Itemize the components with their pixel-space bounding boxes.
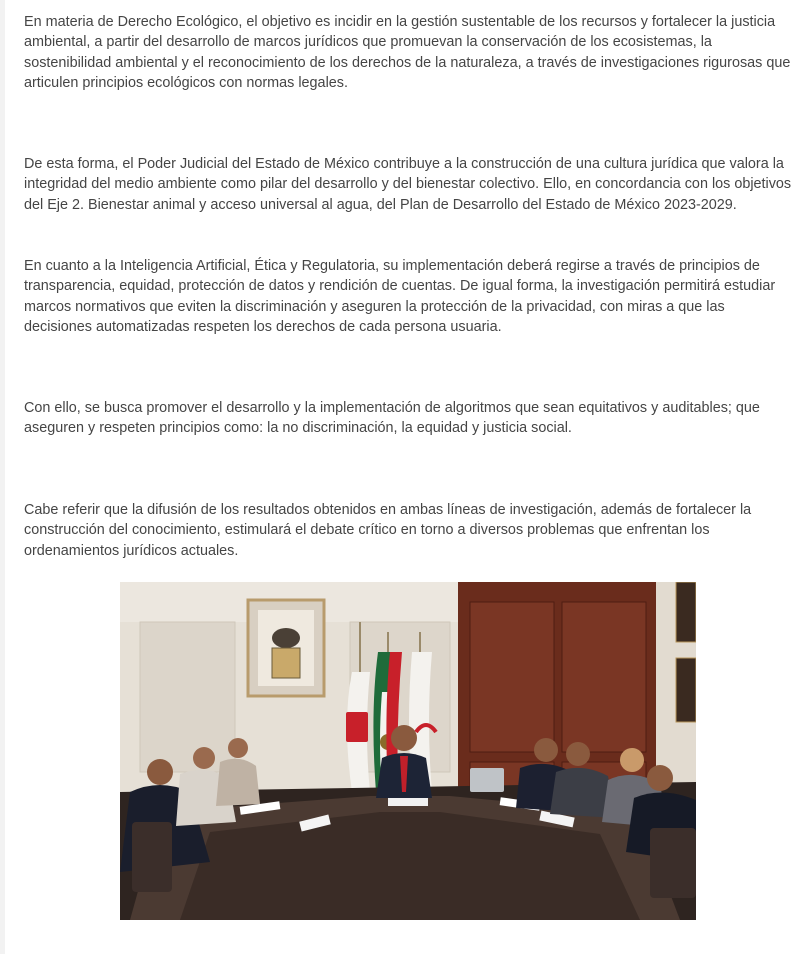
meeting-photo-illustration: [120, 582, 696, 920]
paragraph-poder-judicial: De esta forma, el Poder Judicial del Estado de México contribuye a la construcción de una cultura jurídica que valora la integridad del medio ambiente como pilar del desarrollo y del bienestar colectivo. Ello, en concordancia con los objetivos del Eje 2. Bienestar animal y acceso universal al agua, del Plan de Desarrollo del Estado de México 2023-2029.: [24, 156, 792, 213]
laptop: [470, 768, 504, 792]
paragraph-inteligencia-artificial: En cuanto a la Inteligencia Artificial, Ética y Regulatoria, su implementación deberá regirse a través de principios de transparencia, equidad, protección de datos y rendición de cuentas. De igual forma, la investigación permitirá estudiar marcos normativos que eviten la discriminación y aseguren la protección de la privacidad, con miras a que las decisiones automatizadas respeten los derechos de cada persona usuaria.: [24, 258, 776, 335]
page-edge: [0, 0, 5, 954]
meeting-photo: [120, 582, 696, 920]
paragraph-difusion-resultados: Cabe referir que la difusión de los resultados obtenidos en ambas líneas de investigación, además de fortalecer la construcción del conocimiento, estimulará el debate crítico en torno a diversos problemas que enfrentan los ordenamientos jurídicos actuales.: [24, 502, 752, 559]
paragraph-algoritmos: Con ello, se busca promover el desarrollo y la implementación de algoritmos que sean equitativos y auditables; que aseguren y respeten principios como: la no discriminación, la equidad y justicia social.: [24, 400, 760, 437]
paragraph-derecho-ecologico: En materia de Derecho Ecológico, el objetivo es incidir en la gestión sustentable de los recursos y fortalecer la justicia ambiental, a partir del desarrollo de marcos jurídicos que promuevan la conservación de los ecosistemas, la sostenibilidad ambiental y el reconocimiento de los derechos de la naturaleza, a través de investigaciones rigurosas que articulen principios ecológicos con normas legales.: [24, 14, 791, 91]
